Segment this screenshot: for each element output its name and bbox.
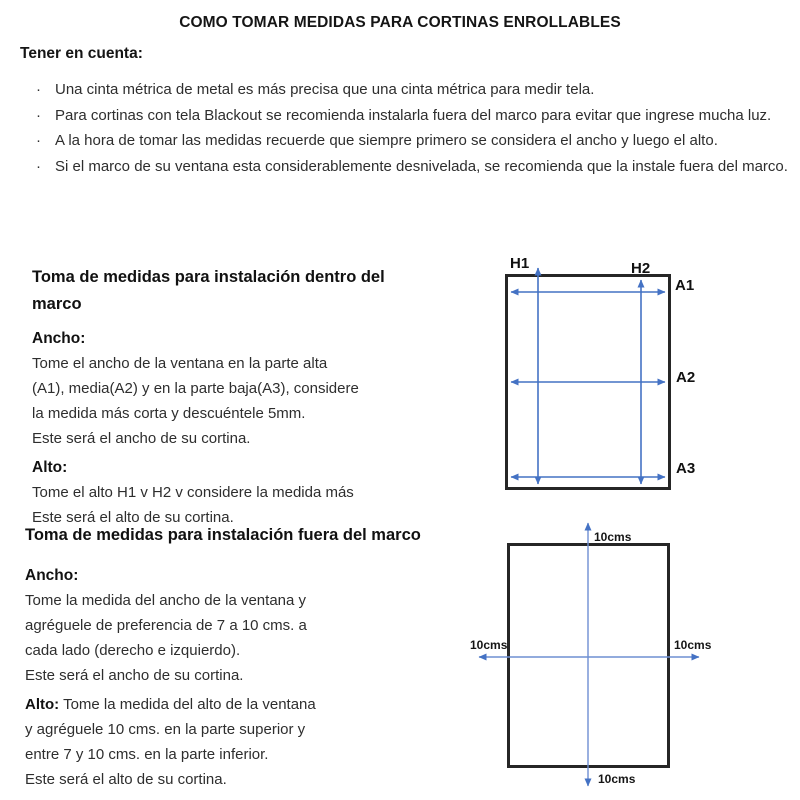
list-item [36,103,788,129]
body-line: agréguele de preferencia de 7 a 10 cms. a [25,617,307,634]
a2-label: A2 [676,369,696,386]
body-text: Tome la medida del alto de la ventana [63,696,316,713]
body-line [25,692,505,717]
list-item [36,77,788,103]
section-inside-frame [32,264,462,530]
bullet-icon: · [36,132,41,149]
top-measure-label: 10cms [594,530,632,544]
body-line: Tome el ancho de la ventana en la parte alta [32,355,328,372]
right-measure-label: 10cms [674,638,712,652]
section-heading-line2: marco [32,295,82,313]
diagram-inside-frame [505,253,715,498]
width-label: Ancho: [32,330,86,347]
body-line: Este será el alto de su cortina. [25,771,227,788]
a1-label: A1 [675,277,695,294]
bullet-text: Una cinta métrica de metal es más precisa que una cinta métrica para medir tela. [55,81,595,98]
height-label: Alto: [25,696,60,713]
left-measure-label: 10cms [470,638,508,652]
bullet-icon: · [36,81,41,98]
body-line: Este será el ancho de su cortina. [25,667,244,684]
list-item [36,128,788,154]
bullet-text: Para cortinas con tela Blackout se recomienda instalarla fuera del marco para evitar que ingrese mucha luz. [55,106,772,124]
body-line: entre 7 y 10 cms. en la parte inferior. [25,746,269,763]
section-outside-frame [25,522,508,792]
body-line: Este será el alto de su cortina. [32,509,234,526]
bullet-icon: · [36,157,41,175]
diagram-outside-graphic [450,512,750,800]
list-item [36,154,788,180]
bullet-list [36,77,788,179]
height-label: Alto: [32,459,68,476]
note-heading: Tener en cuenta: [20,45,143,62]
bullet-text: A la hora de tomar las medidas recuerde que siempre primero se considera el ancho y luego el alto. [55,132,718,149]
width-label: Ancho: [25,567,79,584]
h1-label: H1 [510,255,530,272]
h2-label: H2 [631,260,651,277]
body-line: Tome el alto H1 v H2 v considere la medida más [32,484,354,501]
a3-label: A3 [676,460,696,477]
section-heading: Toma de medidas para instalación fuera del marco [25,526,421,544]
measure-arrows [511,268,665,484]
body-line: (A1), media(A2) y en la parte baja(A3), considere [32,380,359,397]
diagram-outside-frame [450,512,750,800]
body-line: Este será el ancho de su cortina. [32,430,251,447]
bottom-measure-label: 10cms [598,772,636,786]
body-line: cada lado (derecho e izquierdo). [25,642,241,659]
bullet-icon: · [36,106,41,124]
section-heading: Toma de medidas para instalación dentro del [32,268,385,286]
bullet-text: Si el marco de su ventana esta considerablemente desnivelada, se recomienda que la instale fuera del marco. [55,157,788,175]
body-line: la medida más corta y descuéntele 5mm. [32,405,306,422]
page-title: COMO TOMAR MEDIDAS PARA CORTINAS ENROLLABLES [179,14,621,31]
body-line: y agréguele 10 cms. en la parte superior y [25,721,306,738]
body-line: Tome la medida del ancho de la ventana y [25,592,307,609]
extension-arrows [479,523,699,786]
